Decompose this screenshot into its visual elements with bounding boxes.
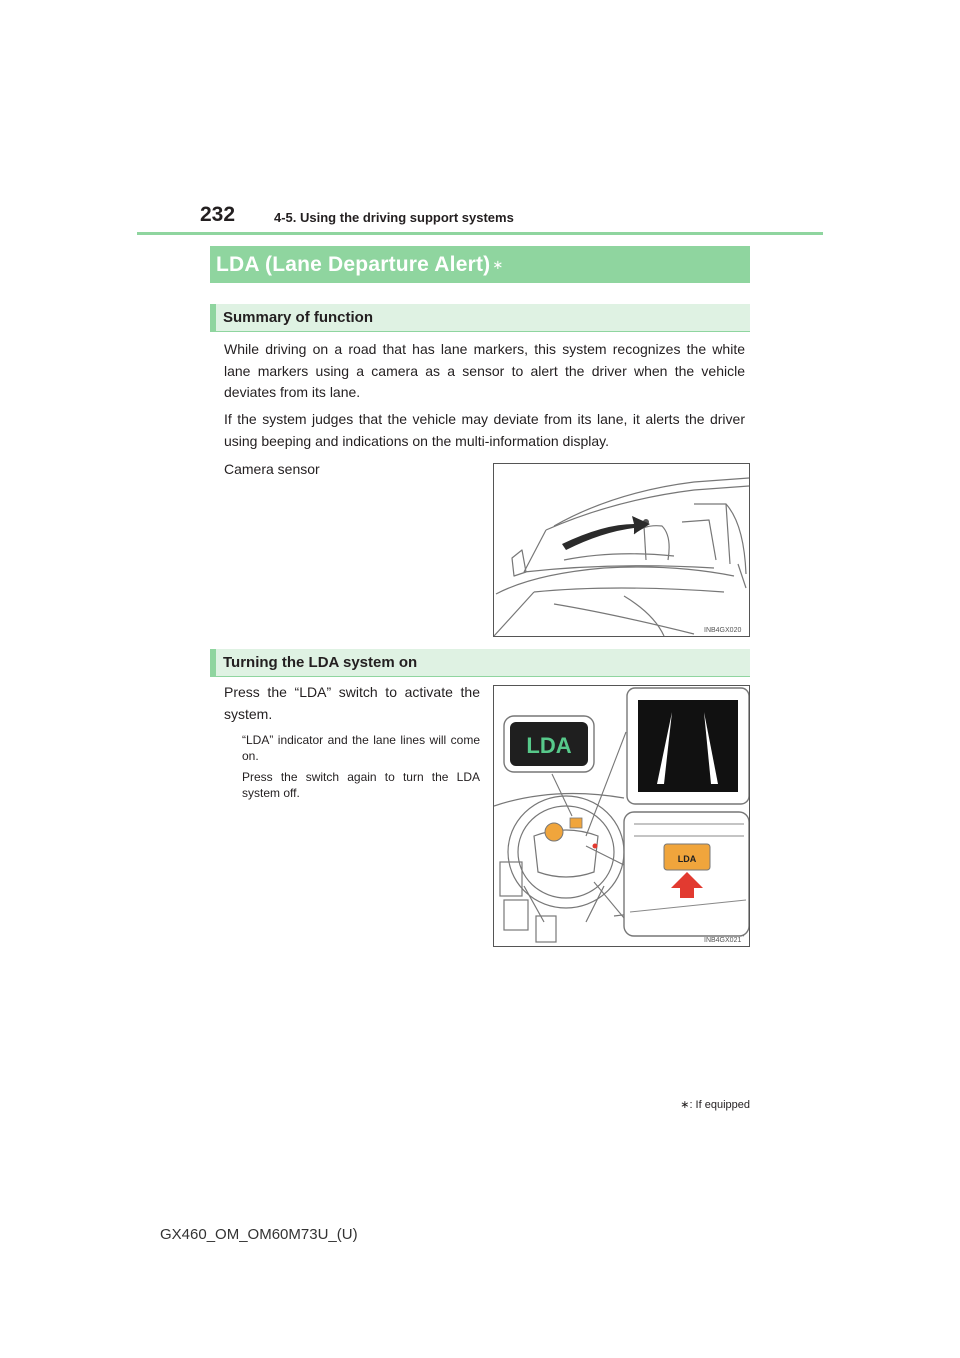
figure-code-2: INB4GX021 xyxy=(704,937,742,944)
title-band xyxy=(210,246,750,283)
turning-on-heading xyxy=(210,649,750,677)
lda-switch-figure xyxy=(493,685,750,947)
figure-code-1: INB4GX020 xyxy=(704,627,742,634)
turning-on-instruction: Press the “LDA” switch to activate the system. xyxy=(224,684,480,722)
summary-paragraph-1: While driving on a road that has lane markers, this system recognizes the white lane markers using a camera as a sensor to alert the driver when the vehicle deviates from its lane. xyxy=(224,341,745,400)
lda-switch-illustration xyxy=(494,686,749,946)
page-title: LDA (Lane Departure Alert) xyxy=(216,252,491,276)
footnote-marker: ∗ xyxy=(680,1099,690,1111)
header-rule xyxy=(137,232,823,235)
summary-heading xyxy=(210,304,750,332)
camera-sensor-figure xyxy=(493,463,750,637)
camera-sensor-illustration xyxy=(494,464,749,636)
summary-heading-text: Summary of function xyxy=(223,309,374,326)
turning-on-heading-text: Turning the LDA system on xyxy=(223,654,418,671)
lda-indicator-label: LDA xyxy=(526,733,572,758)
equipped-marker: ∗ xyxy=(492,256,504,272)
lda-switch-label: LDA xyxy=(677,854,697,864)
page-number: 232 xyxy=(200,203,236,226)
summary-paragraph-2: If the system judges that the vehicle may deviate from its lane, it alerts the driver using beeping and indications on the multi-information display. xyxy=(224,411,745,449)
footnote xyxy=(680,1098,750,1111)
turning-on-note-1: “LDA” indicator and the lane lines will come on. xyxy=(242,733,480,763)
footnote-text: : If equipped xyxy=(689,1099,750,1111)
footer-doc-id: GX460_OM_OM60M73U_(U) xyxy=(160,1226,358,1243)
turning-on-note-2: Press the switch again to turn the LDA system off. xyxy=(242,770,480,800)
section-label: 4-5. Using the driving support systems xyxy=(274,210,514,225)
camera-sensor-caption: Camera sensor xyxy=(224,461,320,477)
